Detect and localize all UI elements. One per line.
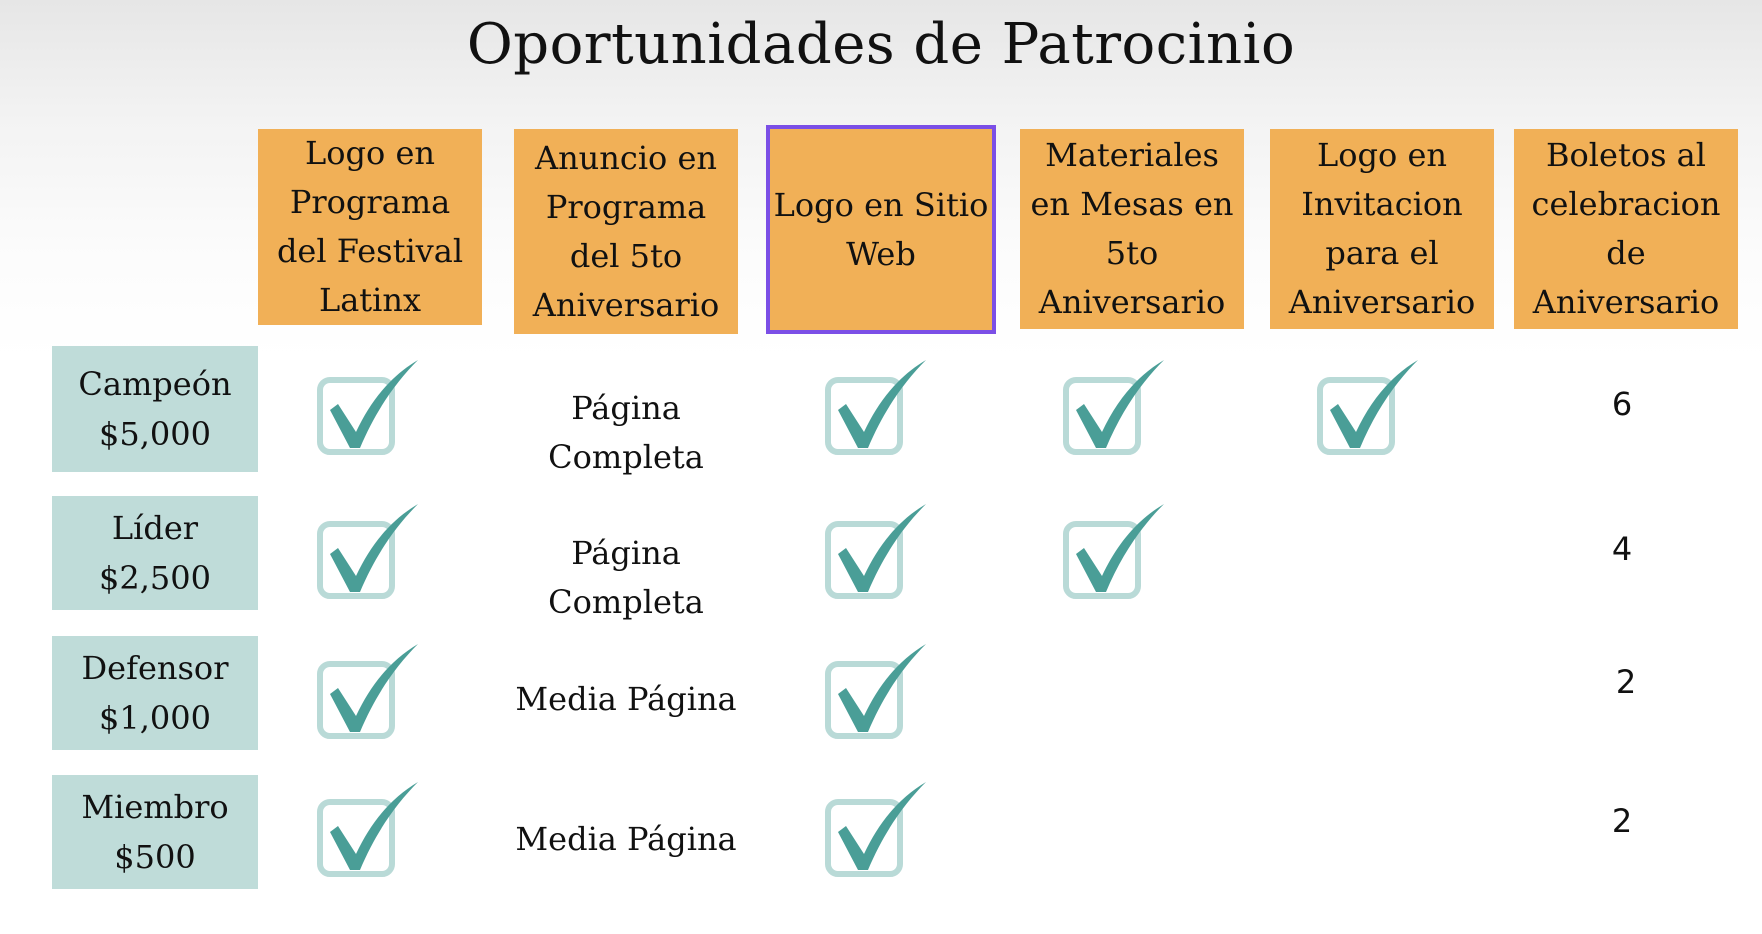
column-header-logo-invitacion: Logo en Invitacion para el Aniversario — [1270, 129, 1494, 329]
tickets-cell: 2 — [1611, 802, 1633, 840]
tickets-cell: 6 — [1611, 385, 1633, 423]
column-header-anuncio-programa: Anuncio en Programa del 5to Aniversario — [514, 129, 738, 334]
checkmark-icon — [1316, 358, 1426, 468]
checkmark-icon — [316, 642, 426, 752]
checkmark-icon — [824, 642, 934, 752]
checkmark-icon — [316, 358, 426, 468]
tickets-cell: 2 — [1615, 663, 1637, 701]
checkmark-icon — [316, 780, 426, 890]
tier-name: Líder — [111, 509, 199, 547]
column-header-boletos: Boletos al celebracion de Aniversario — [1514, 129, 1738, 329]
column-header-materiales-mesas: Materiales en Mesas en 5to Aniversario — [1020, 129, 1244, 329]
column-header-logo-programa-festival: Logo en Programa del Festival Latinx — [258, 129, 482, 325]
checkmark-icon — [824, 358, 934, 468]
check-stroke — [1330, 360, 1418, 448]
checkmark-icon — [1062, 358, 1172, 468]
check-stroke — [1076, 360, 1164, 448]
check-stroke — [330, 360, 418, 448]
tier-name: Campeón — [78, 365, 232, 403]
checkmark-icon — [1062, 502, 1172, 612]
tier-price: $2,500 — [99, 559, 211, 597]
tier-price: $5,000 — [99, 415, 211, 453]
tier-label-defensor — [52, 636, 258, 750]
tier-price: $1,000 — [99, 699, 211, 737]
checkmark-icon — [316, 502, 426, 612]
check-stroke — [838, 360, 926, 448]
ad-size-cell: Página Completa — [548, 534, 704, 621]
tier-name: Miembro — [81, 788, 229, 826]
check-stroke — [330, 782, 418, 870]
check-stroke — [838, 782, 926, 870]
check-stroke — [330, 644, 418, 732]
ad-size-cell: Página Completa — [548, 389, 704, 476]
tier-label-campeon — [52, 346, 258, 472]
check-stroke — [838, 504, 926, 592]
tickets-cell: 4 — [1611, 530, 1633, 568]
ad-size-cell: Media Página — [515, 820, 737, 858]
tier-name: Defensor — [81, 649, 229, 687]
check-stroke — [838, 644, 926, 732]
column-header-logo-sitio-web[interactable]: Logo en Sitio Web — [768, 127, 994, 332]
check-stroke — [330, 504, 418, 592]
checkmark-icon — [824, 780, 934, 890]
tier-label-lider — [52, 496, 258, 610]
tier-label-miembro — [52, 775, 258, 889]
tier-price: $500 — [114, 838, 196, 876]
ad-size-cell: Media Página — [515, 680, 737, 718]
check-stroke — [1076, 504, 1164, 592]
page-title: Oportunidades de Patrocinio — [466, 12, 1296, 77]
checkmark-icon — [824, 502, 934, 612]
